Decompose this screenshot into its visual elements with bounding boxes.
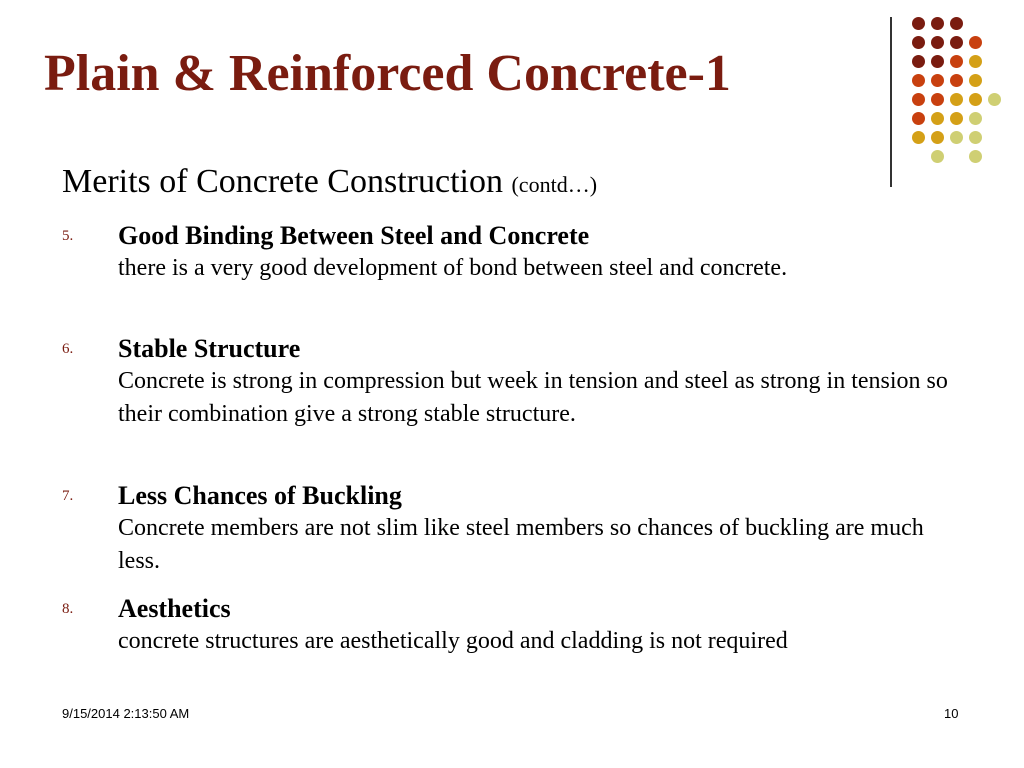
footer-date: 9/15/2014 2:13:50 AM bbox=[62, 706, 190, 721]
decorative-dot bbox=[912, 93, 925, 106]
decorative-dot bbox=[969, 150, 982, 163]
decorative-dot bbox=[931, 36, 944, 49]
list-item-heading: Less Chances of Buckling bbox=[118, 481, 402, 510]
decorative-dot bbox=[912, 74, 925, 87]
slide-title: Plain & Reinforced Concrete-1 bbox=[44, 45, 731, 102]
title-divider-line bbox=[890, 17, 892, 187]
decorative-dot bbox=[969, 131, 982, 144]
list-item-description: there is a very good development of bond between steel and concrete. bbox=[118, 255, 788, 281]
list-item-heading: Stable Structure bbox=[118, 334, 301, 363]
decorative-dot bbox=[931, 150, 944, 163]
decorative-dot bbox=[969, 55, 982, 68]
list-item-description: concrete structures are aesthetically good and cladding is not required bbox=[118, 628, 788, 654]
subtitle-text: Merits of Concrete Construction bbox=[62, 163, 503, 200]
decorative-dot bbox=[931, 131, 944, 144]
decorative-dot bbox=[912, 36, 925, 49]
decorative-dot bbox=[912, 131, 925, 144]
decorative-dot bbox=[931, 17, 944, 30]
decorative-dot bbox=[950, 131, 963, 144]
decorative-dot bbox=[912, 55, 925, 68]
list-item-description: Concrete is strong in compression but week in tension and steel as strong in tension so their combination give a strong stable structure. bbox=[118, 368, 948, 427]
decorative-dot bbox=[988, 93, 1001, 106]
slide-number: 10 bbox=[944, 706, 959, 721]
decorative-dot bbox=[912, 112, 925, 125]
list-item-number: 6. bbox=[62, 341, 74, 357]
subtitle-note: (contd…) bbox=[511, 172, 598, 197]
list-item-number: 8. bbox=[62, 601, 74, 617]
decorative-dot bbox=[950, 74, 963, 87]
decorative-dot bbox=[969, 112, 982, 125]
decorative-dot bbox=[969, 93, 982, 106]
decorative-dot bbox=[950, 93, 963, 106]
decorative-dot bbox=[969, 36, 982, 49]
decorative-dot bbox=[950, 17, 963, 30]
decorative-dot bbox=[950, 55, 963, 68]
decorative-dot bbox=[931, 112, 944, 125]
decorative-dot bbox=[950, 36, 963, 49]
list-item-heading: Aesthetics bbox=[118, 594, 231, 623]
decorative-dot bbox=[931, 55, 944, 68]
list-item-heading: Good Binding Between Steel and Concrete bbox=[118, 221, 590, 250]
decorative-dot bbox=[931, 74, 944, 87]
decorative-dot bbox=[931, 93, 944, 106]
list-item-number: 7. bbox=[62, 488, 74, 504]
decorative-dot bbox=[950, 112, 963, 125]
list-item-description: Concrete members are not slim like steel members so chances of buckling are much less. bbox=[118, 515, 924, 574]
decorative-dot bbox=[969, 74, 982, 87]
list-item-number: 5. bbox=[62, 228, 74, 244]
decorative-dot bbox=[912, 17, 925, 30]
slide-subtitle bbox=[62, 165, 597, 199]
